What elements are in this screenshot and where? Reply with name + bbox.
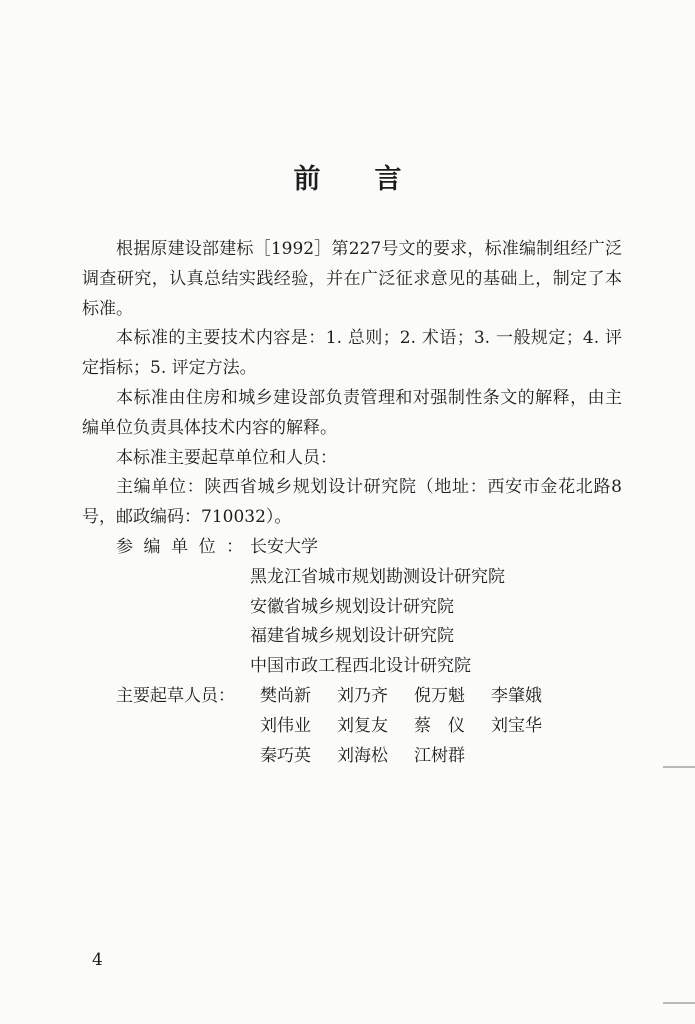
main-drafters-label: 主要起草人员： <box>116 685 235 706</box>
main-drafters <box>82 682 622 771</box>
drafter-name: 秦巧英 <box>260 745 311 766</box>
paragraph-contents: 本标准的主要技术内容是：1. 总则；2. 术语；3. 一般规定；4. 评定指标；5. 评定方法。 <box>82 328 622 379</box>
drafter-name: 刘复友 <box>337 715 388 736</box>
body-text <box>82 235 622 771</box>
drafter-name: 李肇娥 <box>491 685 542 706</box>
drafter-name: 刘乃齐 <box>337 685 388 706</box>
participating-unit: 福建省城乡规划设计研究院 <box>250 626 454 647</box>
participating-units <box>82 533 622 682</box>
participating-unit: 黑龙江省城市规划勘测设计研究院 <box>250 566 505 587</box>
participating-unit: 中国市政工程西北设计研究院 <box>250 656 471 677</box>
drafter-name: 刘海松 <box>337 745 388 766</box>
paragraph-origin: 根据原建设部建标［1992］第227号文的要求，标准编制组经广泛调查研究，认真总结实践经验，并在广泛征求意见的基础上，制定了本标准。 <box>82 239 622 319</box>
drafters-row <box>260 742 622 772</box>
paragraph-drafting-intro: 本标准主要起草单位和人员： <box>116 447 337 468</box>
participating-units-label: 参编单位： <box>116 536 254 557</box>
drafters-row <box>260 712 622 742</box>
paragraph-chief-unit: 主编单位：陕西省城乡规划设计研究院（地址：西安市金花北路8号，邮政编码：710032）。 <box>82 477 622 528</box>
drafter-name: 江树群 <box>414 745 465 766</box>
drafter-name: 樊尚新 <box>260 685 311 706</box>
drafter-name: 刘伟业 <box>260 715 311 736</box>
main-drafters-list <box>260 682 622 771</box>
page-number: 4 <box>92 950 103 970</box>
page-title: 前言 <box>293 164 456 195</box>
drafter-name: 倪万魁 <box>414 685 465 706</box>
participating-unit: 安徽省城乡规划设计研究院 <box>250 596 454 617</box>
drafter-name: 蔡 仪 <box>414 715 465 736</box>
drafters-row <box>260 682 622 712</box>
drafter-name: 刘宝华 <box>491 715 542 736</box>
participating-unit: 长安大学 <box>250 536 318 557</box>
edge-mark <box>663 1002 695 1004</box>
participating-units-list <box>250 533 622 682</box>
edge-mark <box>663 766 695 768</box>
paragraph-management: 本标准由住房和城乡建设部负责管理和对强制性条文的解释，由主编单位负责具体技术内容的解释。 <box>82 387 622 438</box>
